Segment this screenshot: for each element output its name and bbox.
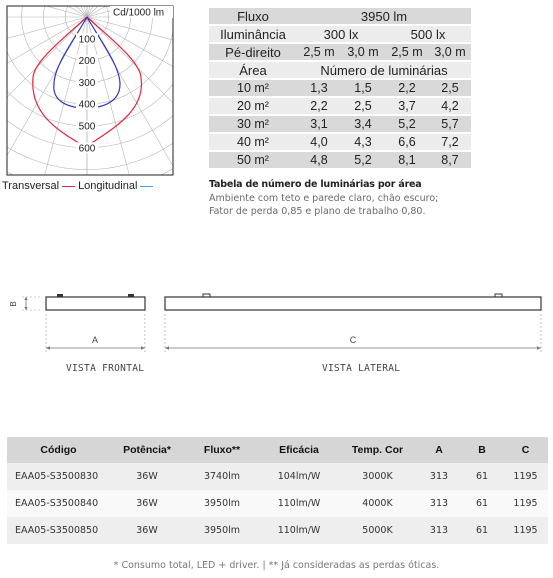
caption-title: Tabela de número de luminárias por área xyxy=(209,179,422,190)
front-view-clip xyxy=(57,294,63,297)
caption-line-2: Fator de perda 0,85 e plano de trabalho 0,80. xyxy=(209,206,426,217)
illuminance-500: 500 lx xyxy=(385,26,471,42)
dim-b-label: B xyxy=(9,301,19,307)
flux-row xyxy=(209,8,471,24)
header-fluxo: Fluxo** xyxy=(184,437,260,463)
polar-grid xyxy=(0,0,205,178)
front-view-body xyxy=(46,297,145,310)
technical-drawings xyxy=(0,290,553,360)
b-cell: 61 xyxy=(461,517,503,544)
area-cell: 10 m² xyxy=(209,80,297,96)
header-temp-cor: Temp. Cor xyxy=(338,437,417,463)
eficacia-cell: 104lm/W xyxy=(260,463,338,490)
eficacia-cell: 110lm/W xyxy=(260,490,338,517)
spec-row xyxy=(7,517,548,544)
dim-arrow xyxy=(24,307,27,310)
eficacia-cell: 110lm/W xyxy=(260,517,338,544)
dim-c-label: C xyxy=(349,335,357,345)
a-cell: 313 xyxy=(417,490,461,517)
illuminance-row xyxy=(209,26,471,42)
luminaire-count-cell: 1,3 xyxy=(297,80,341,96)
header-c: C xyxy=(503,437,548,463)
luminaire-count-cell: 6,6 xyxy=(385,134,429,150)
c-cell: 1195 xyxy=(503,517,548,544)
codigo-cell: EAA05-S3500840 xyxy=(7,490,110,517)
polar-unit-label: Cd/1000 lm xyxy=(113,7,165,19)
b-cell: 61 xyxy=(461,490,503,517)
a-cell: 313 xyxy=(417,517,461,544)
luminaire-count-table xyxy=(209,6,471,170)
luminaire-count-cell: 2,5 xyxy=(429,80,471,96)
polar-spoke xyxy=(0,17,87,84)
front-view-drawing xyxy=(9,294,145,354)
side-view-drawing xyxy=(165,294,541,354)
luminaire-count-cell: 2,2 xyxy=(297,98,341,114)
temp-cor-cell: 4000K xyxy=(338,490,417,517)
header-eficacia: Eficácia xyxy=(260,437,338,463)
luminaire-count-cell: 3,7 xyxy=(385,98,429,114)
polar-spoke xyxy=(0,17,87,178)
luminaire-count-cell: 5,2 xyxy=(341,152,385,168)
side-view-clip xyxy=(495,294,502,297)
caption-line-1: Ambiente com teto e parede claro, chão escuro; xyxy=(209,192,439,204)
polar-spoke xyxy=(0,17,87,178)
dim-arrow xyxy=(537,346,541,349)
c-cell: 1195 xyxy=(503,490,548,517)
illuminance-300: 300 lx xyxy=(297,26,385,42)
luminaire-table-caption xyxy=(209,178,438,219)
luminaire-count-cell: 8,7 xyxy=(429,152,471,168)
side-view-label: VISTA LATERAL xyxy=(322,363,401,374)
fluxo-cell: 3950lm xyxy=(184,517,260,544)
area-row xyxy=(209,98,471,114)
spec-row xyxy=(7,463,548,490)
ring-label: 600 xyxy=(78,143,96,155)
fluxo-cell: 3950lm xyxy=(184,490,260,517)
polar-ring xyxy=(0,0,205,178)
front-view-clip xyxy=(128,294,134,297)
ceiling-row xyxy=(209,44,471,60)
legend-transversal-label: Transversal xyxy=(2,180,60,192)
product-spec-table xyxy=(7,437,548,544)
luminaire-count-cell: 5,7 xyxy=(429,116,471,132)
c-cell: 1195 xyxy=(503,463,548,490)
ceiling-value: 3,0 m xyxy=(429,44,471,60)
area-header-row xyxy=(209,62,471,78)
polar-spoke xyxy=(0,17,87,147)
legend-longitudinal-label: Longitudinal xyxy=(78,180,138,192)
area-cell: 30 m² xyxy=(209,116,297,132)
luminaire-count-cell: 2,5 xyxy=(341,98,385,114)
luminaire-count-cell: 5,2 xyxy=(385,116,429,132)
area-row xyxy=(209,80,471,96)
luminaire-count-cell: 2,2 xyxy=(385,80,429,96)
legend-transversal-line xyxy=(62,186,75,187)
potencia-cell: 36W xyxy=(110,490,184,517)
area-cell: 40 m² xyxy=(209,134,297,150)
illuminance-label: Iluminância xyxy=(209,26,297,42)
temp-cor-cell: 5000K xyxy=(338,517,417,544)
polar-light-distribution-diagram xyxy=(0,0,205,178)
dim-arrow xyxy=(165,346,169,349)
spec-header-row xyxy=(7,437,548,463)
header-potencia: Potência* xyxy=(110,437,184,463)
flux-value: 3950 lm xyxy=(297,8,471,24)
ceiling-value: 2,5 m xyxy=(385,44,429,60)
potencia-cell: 36W xyxy=(110,463,184,490)
luminaire-count-cell: 7,2 xyxy=(429,134,471,150)
luminaire-count-cell: 1,5 xyxy=(341,80,385,96)
codigo-cell: EAA05-S3500850 xyxy=(7,517,110,544)
luminaire-count-cell: 4,3 xyxy=(341,134,385,150)
side-view-clip xyxy=(203,294,210,297)
polar-legend xyxy=(2,180,156,192)
side-view-body xyxy=(165,297,541,310)
area-label: Área xyxy=(209,62,297,78)
dim-arrow xyxy=(46,346,50,349)
area-cell: 20 m² xyxy=(209,98,297,114)
flux-label: Fluxo xyxy=(209,8,297,24)
ceiling-value: 3,0 m xyxy=(341,44,385,60)
spec-table-body xyxy=(7,463,548,544)
area-row xyxy=(209,152,471,168)
ring-label: 300 xyxy=(78,77,96,89)
luminaire-count-cell: 3,4 xyxy=(341,116,385,132)
b-cell: 61 xyxy=(461,463,503,490)
potencia-cell: 36W xyxy=(110,517,184,544)
ring-label: 500 xyxy=(78,121,96,133)
luminaire-count-cell: 4,8 xyxy=(297,152,341,168)
luminaire-count-body xyxy=(209,80,471,168)
ceiling-label: Pé-direito xyxy=(209,44,297,60)
polar-spoke xyxy=(87,17,205,178)
header-codigo: Código xyxy=(7,437,110,463)
luminaire-count-cell: 4,0 xyxy=(297,134,341,150)
spec-footnote: * Consumo total, LED + driver. | ** Já consideradas as perdas óticas. xyxy=(113,560,440,571)
luminaire-count-cell: 8,1 xyxy=(385,152,429,168)
front-view-label: VISTA FRONTAL xyxy=(66,363,145,374)
fluxo-cell: 3740lm xyxy=(184,463,260,490)
temp-cor-cell: 3000K xyxy=(338,463,417,490)
header-a: A xyxy=(417,437,461,463)
header-b: B xyxy=(461,437,503,463)
ring-label: 200 xyxy=(78,56,96,68)
codigo-cell: EAA05-S3500830 xyxy=(7,463,110,490)
area-row xyxy=(209,116,471,132)
ring-label: 100 xyxy=(78,34,96,46)
area-row xyxy=(209,134,471,150)
a-cell: 313 xyxy=(417,463,461,490)
spec-row xyxy=(7,490,548,517)
area-cell: 50 m² xyxy=(209,152,297,168)
polar-ring xyxy=(0,0,205,170)
legend-longitudinal-line xyxy=(140,186,153,187)
ring-label: 400 xyxy=(78,99,96,111)
polar-spoke xyxy=(87,17,205,178)
dim-a-label: A xyxy=(91,335,99,345)
polar-ring xyxy=(0,0,205,178)
dim-arrow xyxy=(141,346,145,349)
luminaire-count-cell: 3,1 xyxy=(297,116,341,132)
dim-arrow xyxy=(24,297,27,300)
luminaire-count-cell: 4,2 xyxy=(429,98,471,114)
count-label: Número de luminárias xyxy=(297,62,471,78)
ceiling-value: 2,5 m xyxy=(297,44,341,60)
